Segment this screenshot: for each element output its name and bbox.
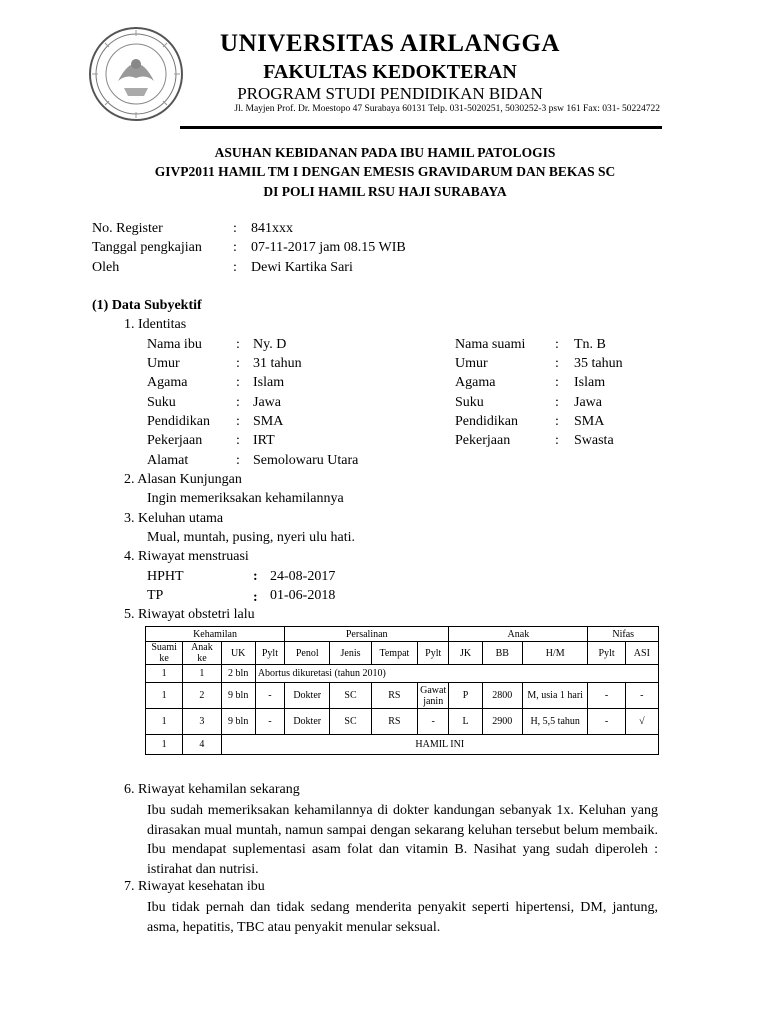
university-name: UNIVERSITAS AIRLANGGA [220, 30, 560, 57]
suami-label: Pendidikan [455, 414, 518, 429]
column-header: Pylt [588, 642, 625, 665]
ibu-value: IRT [253, 433, 275, 448]
table-cell: - [255, 709, 284, 735]
group-header: Kehamilan [146, 627, 285, 642]
table-row [146, 665, 659, 683]
table-cell-note: HAMIL INI [221, 735, 658, 755]
meta-value: 841xxx [251, 221, 293, 236]
colon: : [555, 433, 559, 448]
table-cell-note: Abortus dikuretasi (tahun 2010) [255, 665, 658, 683]
table-cell: 1 [146, 665, 183, 683]
table-cell: M, usia 1 hari [522, 683, 587, 709]
group-header: Persalinan [285, 627, 449, 642]
ibu-value: Ny. D [253, 337, 287, 352]
colon: : [236, 453, 240, 468]
table-cell: SC [330, 683, 371, 709]
ibu-label: Alamat [147, 453, 189, 468]
table-row [146, 683, 659, 709]
item-title: 5. Riwayat obstetri lalu [124, 607, 255, 622]
suami-label: Pekerjaan [455, 433, 511, 448]
table-cell: 4 [183, 735, 221, 755]
letterhead-rule [180, 126, 662, 129]
suami-label: Agama [455, 375, 496, 390]
program-name: PROGRAM STUDI PENDIDIKAN BIDAN [237, 84, 543, 103]
column-header: H/M [522, 642, 587, 665]
subtitle-text: HAMIL TM I DENGAN EMESIS GRAVIDARUM DAN BEKAS SC [218, 164, 616, 179]
suami-value: Jawa [574, 395, 602, 410]
colon: : [236, 414, 240, 429]
item-text: Mual, muntah, pusing, nyeri ulu hati. [147, 530, 356, 545]
table-cell: - [625, 683, 658, 709]
ibu-label: Nama ibu [147, 337, 202, 352]
table-row [146, 709, 659, 735]
colon: : [555, 414, 559, 429]
meta-colon: : [233, 221, 237, 236]
suami-value: 35 tahun [574, 356, 623, 371]
suami-label: Suku [455, 395, 484, 410]
ibu-label: Pekerjaan [147, 433, 203, 448]
table-cell: √ [625, 709, 658, 735]
colon: : [236, 395, 240, 410]
column-header: Penol [285, 642, 330, 665]
ibu-value: Jawa [253, 395, 281, 410]
table-cell: RS [371, 683, 417, 709]
gravida-code: GIVP2011 [154, 164, 215, 179]
table-cell: SC [330, 709, 371, 735]
ibu-label: Agama [147, 375, 188, 390]
column-header: Jenis [330, 642, 371, 665]
tp-value: 01-06-2018 [270, 588, 336, 603]
table-group-header [146, 627, 659, 642]
item-title: 2. Alasan Kunjungan [124, 472, 242, 487]
ibu-label: Suku [147, 395, 176, 410]
table-row [146, 735, 659, 755]
table-cell: 1 [183, 665, 221, 683]
document-subtitle [60, 164, 710, 180]
table-cell: Dokter [285, 709, 330, 735]
group-header: Nifas [588, 627, 659, 642]
colon: : [236, 433, 240, 448]
table-cell: 2900 [482, 709, 522, 735]
table-cell: - [255, 683, 284, 709]
column-header: Suami ke [146, 642, 183, 665]
item-title: 1. Identitas [124, 317, 187, 332]
table-column-header [146, 642, 659, 665]
table-cell: - [418, 709, 449, 735]
item-title: 4. Riwayat menstruasi [124, 549, 249, 564]
section-heading: (1) Data Subyektif [92, 298, 202, 313]
ibu-value: Islam [253, 375, 285, 390]
ibu-value: Semolowaru Utara [253, 453, 359, 468]
column-header: BB [482, 642, 522, 665]
column-header: UK [221, 642, 255, 665]
column-header: ASI [625, 642, 658, 665]
ibu-label: Pendidikan [147, 414, 210, 429]
column-header: Tempat [371, 642, 417, 665]
item-text: Ingin memeriksakan kehamilannya [147, 491, 344, 506]
table-cell: RS [371, 709, 417, 735]
colon: : [555, 395, 559, 410]
table-cell: 2800 [482, 683, 522, 709]
colon: : [555, 375, 559, 390]
suami-label: Umur [455, 356, 488, 371]
hpht-value: 24-08-2017 [270, 569, 336, 584]
meta-colon: : [233, 260, 237, 275]
colon: : [236, 356, 240, 371]
column-header: Pylt [418, 642, 449, 665]
colon: : [555, 356, 559, 371]
meta-colon: : [233, 240, 237, 255]
table-cell: 2 bln [221, 665, 255, 683]
suami-value: Tn. B [574, 337, 606, 352]
table-cell: - [588, 683, 625, 709]
item-title: 3. Keluhan utama [124, 511, 224, 526]
ibu-value: SMA [253, 414, 284, 429]
table-cell: 1 [146, 683, 183, 709]
colon: : [555, 337, 559, 352]
meta-label: Tanggal pengkajian [92, 240, 202, 255]
suami-value: Swasta [574, 433, 614, 448]
meta-label: No. Register [92, 221, 163, 236]
meta-value: Dewi Kartika Sari [251, 260, 353, 275]
hpht-label: HPHT [147, 569, 184, 584]
colon: : [253, 590, 258, 605]
table-cell: Gawat janin [418, 683, 449, 709]
meta-label: Oleh [92, 260, 120, 275]
table-cell: 1 [146, 735, 183, 755]
table-cell: P [449, 683, 482, 709]
suami-value: SMA [574, 414, 605, 429]
table-cell: 3 [183, 709, 221, 735]
item-title: 6. Riwayat kehamilan sekarang [124, 782, 300, 797]
suami-value: Islam [574, 375, 606, 390]
suami-label: Nama suami [455, 337, 526, 352]
group-header: Anak [449, 627, 588, 642]
ibu-label: Umur [147, 356, 180, 371]
colon: : [236, 375, 240, 390]
table-cell: H, 5,5 tahun [522, 709, 587, 735]
meta-value: 07-11-2017 jam 08.15 WIB [251, 240, 406, 255]
column-header: JK [449, 642, 482, 665]
address-line: Jl. Mayjen Prof. Dr. Moestopo 47 Surabaya 60131 Telp. 031-5020251, 5030252-3 psw 161 Fax: 031- 50224722 [234, 104, 660, 114]
ibu-value: 31 tahun [253, 356, 302, 371]
document-title: ASUHAN KEBIDANAN PADA IBU HAMIL PATOLOGIS [214, 145, 556, 160]
table-cell: 1 [146, 709, 183, 735]
table-cell: L [449, 709, 482, 735]
table-cell: 2 [183, 683, 221, 709]
table-cell: Dokter [285, 683, 330, 709]
column-header: Anak ke [183, 642, 221, 665]
column-header: Pylt [255, 642, 284, 665]
table-cell: 9 bln [221, 683, 255, 709]
colon: : [236, 337, 240, 352]
tp-label: TP [147, 588, 164, 603]
faculty-name: FAKULTAS KEDOKTERAN [263, 61, 517, 83]
item-title: 7. Riwayat kesehatan ibu [124, 879, 265, 894]
item-paragraph: Ibu tidak pernah dan tidak sedang menderita penyakit seperti hipertensi, DM, jantung, asma, hepatitis, TBC atau penyakit menular seksual. [147, 900, 658, 935]
table-cell: - [588, 709, 625, 735]
obstetric-history-table [145, 626, 659, 755]
table-cell: 9 bln [221, 709, 255, 735]
document-location: DI POLI HAMIL RSU HAJI SURABAYA [263, 184, 507, 199]
colon: : [253, 569, 258, 584]
item-paragraph: Ibu sudah memeriksakan kehamilannya di dokter kandungan sebanyak 1x. Keluhan yang dirasakan mual muntah, namun sampai dengan sekarang keluhan tersebut belum membaik. Ibu mendapat suplementasi asam folat dan vitamin B. Nasihat yang sudah diperoleh : istirahat dan nutrisi. [147, 803, 658, 877]
